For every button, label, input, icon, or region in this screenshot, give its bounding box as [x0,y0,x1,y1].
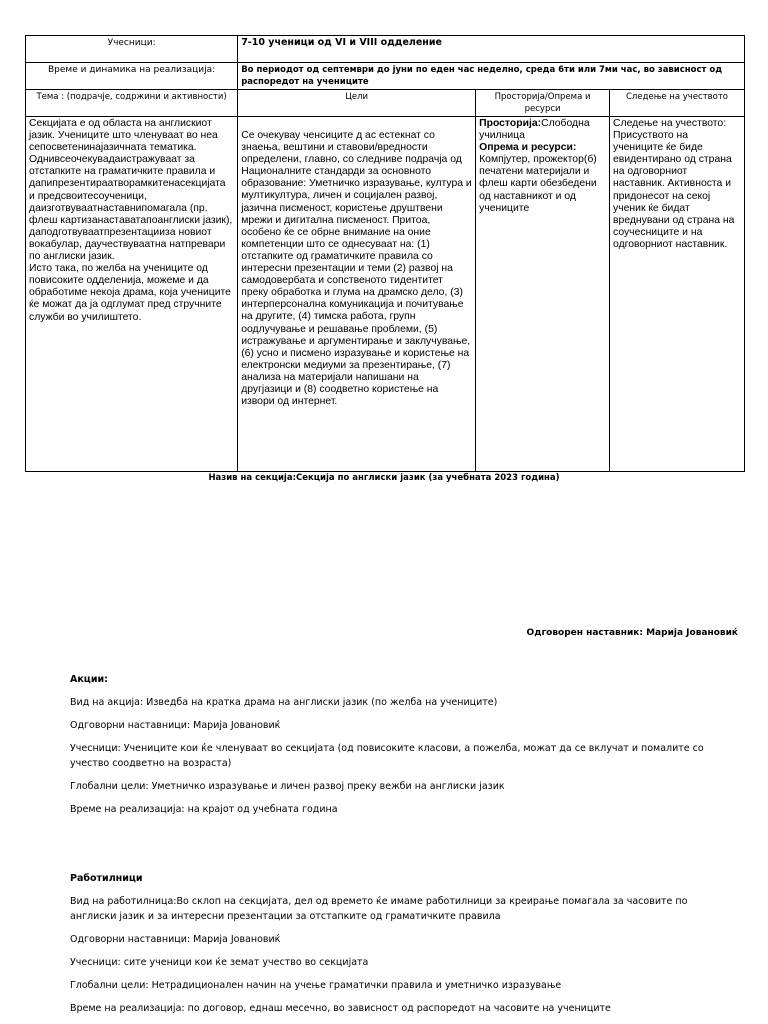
workshops-type: Вид на работилница:Во склоп на секцијата, дел од времето ќе имаме работилници за креирање помагала за часовите по англиски јазик и за интересни презентации за отстапките од граматичките правила [70,896,688,922]
section-plan-table [25,35,745,472]
actions-time: Време на реализација: на крајот од учебната година [70,804,338,815]
actions-participants: Учесници: Учениците кои ќе членуваат во секцијата (од повисоките класови, а пожелба, можат да се вклучат и помалите со учество соодветно на возраста) [70,743,704,769]
equipment-value: Компјутер, прожектор(б) печатени материјали и флеш карти обезбедени од наставникот и од учениците [479,154,597,214]
workshops-title: Работилници [70,873,143,884]
tracking-text: Следење на учеството: Присуството на учениците ќе биде евидентирано од страна на одговорниот наставник. Активноста и придонесот на секој ученик ќе бидат вреднувани од страна на соучесниците и на одговорниот наставник. [613,118,735,250]
workshops-teachers: Одговорни наставници: Марија Јовановиќ [70,934,281,945]
room-label: Просторија: [479,118,542,129]
participants-row [26,36,745,63]
workshops-section [70,871,710,1016]
topic-text-2: Исто така, по желба на учениците од повисоките одделенија, можеме и да обработиме некоја драма, која учениците ќе можат да ја одглумат пред стручните служби во училиштето. [29,263,231,323]
time-row [26,63,745,90]
header-topic: Тема : (подрачје, содржини и активности) [26,90,238,117]
column-header-row [26,90,745,117]
responsible-teacher: Одговорен наставник: Марија Јовановиќ [526,628,738,638]
section-caption: Назив на секција:Секција по англиски јазик (за учебната 2023 година) [208,473,560,483]
actions-section [70,672,710,817]
room-value: Слободна училница [479,118,590,142]
header-goals: Цели [238,90,476,117]
content-row [26,117,745,472]
time-value: Во периодот од септември до јуни по еден час неделно, среда 6ти или 7ми час, во зависност од распоредот на учениците [238,63,745,90]
topic-cell [26,117,238,472]
tracking-cell [610,117,745,472]
header-room: Просторија/Опрема и ресурси [476,90,610,117]
actions-title: Акции: [70,674,108,685]
header-tracking: Следење на учеството [610,90,745,117]
actions-type: Вид на акција: Изведба на кратка драма на англиски јазик (по желба на учениците) [70,697,498,708]
actions-goals: Глобални цели: Уметничко изразување и личен развој преку вежби на англиски јазик [70,781,505,792]
room-cell [476,117,610,472]
actions-teachers: Одговорни наставници: Марија Јовановиќ [70,720,281,731]
time-label: Време и динамика на реализација: [26,63,238,90]
participants-label: Учесници: [26,36,238,63]
equipment-label: Опрема и ресурси: [479,142,577,154]
workshops-participants: Учесници: сите ученици кои ќе земат учество во секцијата [70,957,369,968]
topic-text: Секцијата е од областа на англискиот јазик. Учениците што членуваат во неа сепосветенинајазичната тематика. Однивсеочекувадаистражуваат за отстапките на граматичките правила и дапипрезентираатворамкитенасекцијата и предсвоитесоученици, даизготвуваатнаставнипомагала (пр. флеш картизанаставатапоанглиски јазик), дaподготвуваатпрезентацииза новиот вокабулар, даучествуваатна натпревари по англиски јазик. [29,118,233,263]
participants-value: 7-10 ученици од VI и VIII одделение [238,36,745,63]
workshops-time: Време на реализација: по договор, еднаш месечно, во зависност од распоредот на часовите на учениците [70,1003,611,1014]
goals-text: Се очекувау ченсиците д ас естекнат со знаења, вештини и ставови/вредности определени, главно, со следниве подрачја од Националните стандарди за основното образование: Уметничко изразување, култура и мултикултура, личен и социјален развој, јазична писменост, користење друштвени мрежи и дигитална писменост. Притоа, особено ќе се обрне внимание на оние компетенции што се однесуваат на: (1) отстапките од граматичките правила со интересни презентации и теми (2) развој на самодовербата и сопственото тидентитет преку обработка и глума на драмско дело, (3) интерперсонална комуникација и почитување на другите, (4) тимска работа, групн оодлучување и решавање проблеми, (5) истражување и аргументирање и заклучување, (6) усно и писмено изразување и користење на електронски медиуми за презентирање, (7) анализа на материјали напишани на другјазици и (8) соодветно користење на извори од интернет. [241,130,472,408]
workshops-goals: Глобални цели: Нетрадиционален начин на учење граматички правила и уметничко изразување [70,980,562,991]
goals-cell [238,117,476,472]
